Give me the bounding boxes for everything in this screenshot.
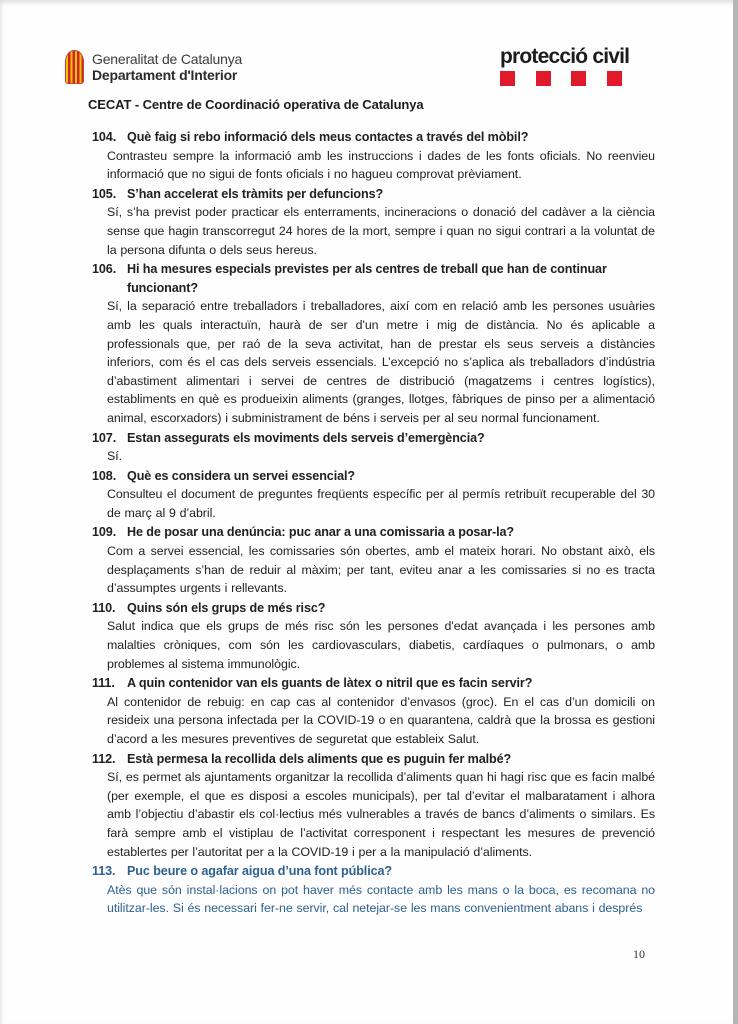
faq-question	[92, 128, 655, 147]
question-number: 111.	[92, 676, 115, 691]
faq-item	[92, 599, 655, 673]
answer-text: Sí, es permet als ajuntaments organitzar la recollida d’aliments quan hi hagi risc que es facin malbé (per exemple, el que es disposi a escoles municipals), per tal d’evitar el malbaratament i alhora amb l’objectiu d’abastir els col·lectius més vulnerables a través de bancs d’aliments o similars. Es farà sempre amb el vistiplau de l’activitat corresponent i respectant les mesures de prevenció establertes per l’autoritat per a la COVID-19 i per a la manipulació d’aliments.	[107, 770, 655, 859]
faq-question	[92, 862, 655, 881]
question-text: S’han accelerat els tràmits per defuncions?	[127, 186, 384, 201]
question-text: Quins són els grups de més risc?	[127, 600, 326, 615]
answer-text: Consulteu el document de preguntes freqüents específic per al permís retribuït recuperable del 30 de març al 9 d’abril.	[107, 487, 655, 520]
answer-text: Sí, s’ha previst poder practicar els enterraments, incineracions o donació del cadàver a la ciència sense que hagin transcorregut 24 hores de la mort, sempre i quan no sigui contrari a la voluntat de la persona difunta o dels seus hereus.	[107, 205, 655, 257]
faq-item	[92, 750, 655, 862]
answer-text: Sí, la separació entre treballadors i treballadores, així com en relació amb les persones usuàries amb les quals interactuïn, haurà de ser d'un metre i mig de distància. No és aplicable a professionals que, per raó de la seva activitat, han de prestar els seus serveis a distàncies inferiors, com és el cas dels serveis essencials. L’excepció no s’aplica als treballadors d’indústria d’abastiment alimentari i servei de centres de distribució (magatzems i centres logístics), establiments en què es produeixin aliments (granges, llotges, fàbriques de pinso per a alimentació animal, escorxadors) i subministrament de béns i serveis per al seu normal funcionament.	[107, 299, 655, 425]
faq-question	[92, 185, 655, 204]
faq-item	[92, 467, 655, 523]
faq-item	[92, 429, 655, 466]
faq-question	[92, 599, 655, 618]
question-text: Què es considera un servei essencial?	[127, 468, 355, 483]
faq-question	[92, 260, 655, 297]
brand-square-icon	[607, 71, 622, 86]
question-text: He de posar una denúncia: puc anar a una comissaria a posar-la?	[127, 525, 515, 540]
question-number: 104.	[92, 130, 117, 144]
question-text: A quin contenidor van els guants de làtex o nitril que es facin servir?	[127, 676, 533, 691]
brand-squares	[500, 71, 622, 86]
faq-question	[92, 467, 655, 486]
faq-question	[92, 429, 655, 448]
gencat-logo	[65, 50, 242, 84]
question-number: 112.	[92, 751, 116, 766]
answer-text: Com a servei essencial, les comissaries són obertes, amb el mateix horari. No obstant això, els desplaçaments s’han de reduir al màxim; per tant, eviteu anar a les comissaries si no es tracta d’assumptes urgents i rellevants.	[107, 544, 655, 596]
proteccio-civil-wordmark: protecció civil	[500, 45, 630, 68]
faq-item	[92, 185, 655, 259]
question-number: 105.	[92, 186, 117, 201]
brand-square-icon	[571, 71, 586, 86]
brand-square-icon	[500, 71, 515, 86]
brand-square-icon	[536, 71, 551, 86]
answer-text: Sí.	[107, 449, 122, 464]
faq-item	[92, 523, 655, 597]
senyera-shield-icon	[65, 50, 84, 84]
question-text: Hi ha mesures especials previstes per als centres de treball que han de continuar funcionant?	[127, 262, 607, 295]
page-edge	[733, 0, 738, 1024]
question-text: Què faig si rebo informació dels meus contactes a través del mòbil?	[127, 130, 529, 144]
faq-item	[92, 260, 655, 427]
document-subtitle: CECAT - Centre de Coordinació operativa de Catalunya	[88, 97, 424, 112]
question-text: Està permesa la recollida dels aliments que es puguin fer malbé?	[127, 751, 512, 766]
proteccio-civil-logo	[500, 46, 630, 86]
question-number: 106.	[92, 262, 117, 277]
faq-item	[92, 862, 655, 918]
question-number: 113.	[92, 864, 116, 879]
answer-text: Al contenidor de rebuig: en cap cas al contenidor d’envasos (groc). En el cas d’un domicili on resideix una persona infectada per la COVID-19 o en quarantena, caldrà que la brossa es gestioni d’acord a les mesures preventives de seguretat que estableix Salut.	[107, 694, 655, 746]
question-number: 110.	[92, 600, 116, 615]
gencat-org-name: Generalitat de Catalunya	[92, 51, 243, 67]
page-number: 10	[633, 947, 645, 961]
faq-item	[92, 128, 655, 184]
gencat-dept-name: Departament d'Interior	[92, 67, 238, 83]
faq-item	[92, 674, 655, 748]
answer-text: Salut indica que els grups de més risc són les persones d'edat avançada i les persones amb malalties cròniques, com són les cardiovasculars, diabetis, cardíaques o pulmonars, o amb problemes al sistema immunològic.	[107, 619, 655, 671]
answer-text: Atès que són instal·lacions on pot haver més contacte amb les mans o la boca, es recomana no utilitzar-les. Si és necessari fer-ne servir, cal netejar-se les mans convenientment abans i després	[107, 882, 655, 916]
faq-question	[92, 674, 655, 693]
faq-list	[92, 128, 655, 919]
question-text: Estan assegurats els moviments dels serveis d’emergència?	[127, 430, 485, 445]
question-text: Puc beure o agafar aigua d’una font pública?	[127, 864, 393, 879]
faq-question	[92, 750, 655, 769]
question-number: 107.	[92, 430, 117, 445]
faq-question	[92, 523, 655, 542]
answer-text: Contrasteu sempre la informació amb les instruccions i dades de les fonts oficials. No reenvieu informació que no sigui de fonts oficials i no hagueu comprovat prèviament.	[107, 148, 655, 182]
question-number: 109.	[92, 525, 117, 540]
question-number: 108.	[92, 468, 117, 483]
